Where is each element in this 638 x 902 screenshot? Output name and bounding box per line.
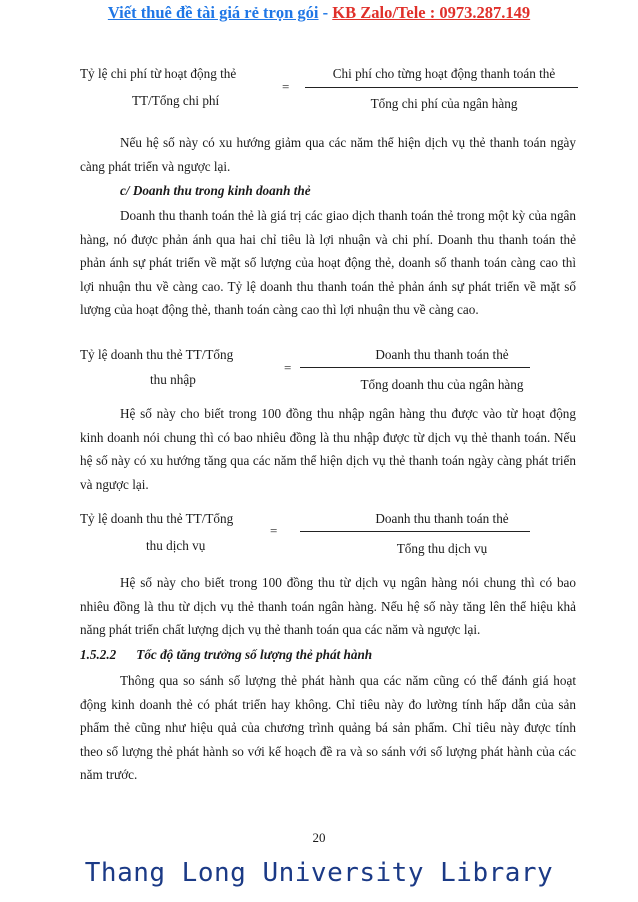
- formula1-left-line2: TT/Tổng chi phí: [132, 93, 220, 108]
- formula1-left-line1: Tỷ lệ chi phí từ hoạt động thẻ: [80, 66, 237, 81]
- formula3-equals: =: [270, 523, 278, 538]
- banner-link-contact[interactable]: KB Zalo/Tele : 0973.287.149: [332, 3, 531, 22]
- paragraph-card-revenue: Doanh thu thanh toán thẻ là giá trị các giao dịch thanh toán thẻ trong một kỳ của ngân hàng, nó được phản ánh qua hai chỉ tiêu là lợi nhuận và chi phí. Doanh thu thanh toán thẻ phản ánh sự phát triển về mặt số lượng của hoạt động thẻ, doanh số thanh toán càng cao thì lợi nhuận thu về càng cao. Tỷ lệ doanh thu thanh toán thẻ phản ánh sự phát triển về mặt số lượng của hoạt động thẻ, thanh toán càng cao thì lợi nhuận thu về càng cao.: [80, 208, 576, 318]
- section-number: 1.5.2.2: [80, 647, 117, 662]
- formula2-left-line1: Tỷ lệ doanh thu thẻ TT/Tổng: [80, 347, 234, 362]
- formula2-equals: =: [284, 360, 292, 375]
- footer-library-watermark: Thang Long University Library: [84, 858, 554, 888]
- formula1-numerator: Chi phí cho từng hoạt động thanh toán thẻ: [332, 66, 556, 81]
- header-banner: [0, 3, 638, 23]
- formula3-fraction-bar: [300, 531, 530, 532]
- banner-separator: -: [318, 3, 333, 22]
- formula2-left-line2: thu nhập: [150, 372, 196, 387]
- subheading-card-revenue: c/ Doanh thu trong kinh doanh thẻ: [120, 183, 311, 198]
- formula3-denominator: Tổng thu dịch vụ: [396, 541, 488, 556]
- formula1-denominator: Tổng chi phí của ngân hàng: [370, 96, 518, 111]
- formula3-left-line2: thu dịch vụ: [146, 538, 206, 553]
- paragraph-revenue-income-note: Hệ số này cho biết trong 100 đồng thu nhập ngân hàng thu được vào từ hoạt động kinh doanh nói chung thì có bao nhiêu đồng là thu nhập được từ dịch vụ thẻ thanh toán. Nếu hệ số này có xu hướng tăng qua các năm thể hiện dịch vụ thẻ thanh toán ngày càng phát triển và ngược lại.: [80, 406, 576, 492]
- banner-link-service[interactable]: Viết thuê đề tài giá rẻ trọn gói: [107, 3, 319, 22]
- formula3-left-line1: Tỷ lệ doanh thu thẻ TT/Tổng: [80, 511, 234, 526]
- page-number: 20: [312, 830, 326, 845]
- section-title: Tốc độ tăng trưởng số lượng thẻ phát hành: [136, 647, 373, 662]
- formula1-equals: =: [282, 79, 290, 94]
- formula2-fraction-bar: [300, 367, 530, 368]
- paragraph-cost-ratio-note: Nếu hệ số này có xu hướng giảm qua các năm thể hiện dịch vụ thẻ thanh toán ngày càng phát triển và ngược lại.: [80, 135, 576, 174]
- formula2-numerator: Doanh thu thanh toán thẻ: [375, 347, 509, 362]
- formula1-fraction-bar: [305, 87, 578, 88]
- paragraph-card-issuance-growth: Thông qua so sánh số lượng thẻ phát hành qua các năm cũng có thể đánh giá hoạt động kinh doanh thẻ có phát triển hay không. Chỉ tiêu này đo lường tính hấp dẫn của sản phẩm thẻ cũng như hiệu quả của chương trình quảng bá sản phẩm. Chỉ tiêu này được tính theo số lượng thẻ phát hành so với kế hoạch đề ra và so sánh với số lượng phát hành của các năm trước.: [80, 673, 576, 783]
- section-heading: [80, 647, 372, 663]
- formula2-denominator: Tổng doanh thu của ngân hàng: [360, 377, 524, 392]
- formula3-numerator: Doanh thu thanh toán thẻ: [375, 511, 509, 526]
- paragraph-revenue-service-note: Hệ số này cho biết trong 100 đồng thu từ dịch vụ ngân hàng nói chung thì có bao nhiêu đồng là thu từ dịch vụ thẻ thanh toán ngân hàng. Nếu hệ số này tăng lên thể hiệu khả năng phát triển chất lượng dịch vụ thẻ thanh toán qua các năm và ngược lại.: [80, 575, 576, 638]
